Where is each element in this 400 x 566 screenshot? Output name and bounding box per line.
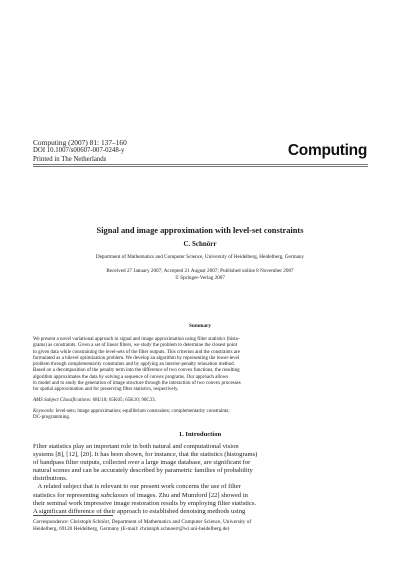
- printed-in: Printed in The Netherlands: [33, 155, 107, 163]
- summary-line: for spatial approximation and for preserving filter statistics, respectively.: [33, 387, 179, 393]
- summary-line: to given data while constraining the level-sets of the filter outputs. This criterion and the constraints are: [33, 349, 240, 355]
- keywords: [33, 409, 368, 422]
- body-text: [33, 443, 368, 516]
- header-rule-bottom: [33, 166, 368, 167]
- paper-title: Signal and image approximation with level-set constraints: [96, 226, 304, 235]
- body-line: their seminal work impressive image restoration results by employing filter statistics.: [33, 499, 257, 507]
- affiliation: Department of Mathematics and Computer Science, University of Heidelberg, Heidelberg, Germany: [95, 254, 305, 260]
- body-line: systems [8], [12], [20]. It has been shown, for instance, that the statistics (histograms): [33, 451, 258, 459]
- journal-citation: Computing (2007) 81: 137–160: [33, 138, 127, 147]
- summary-line: to model and to study the generation of image structure through the interaction of two convex processes: [33, 381, 241, 387]
- keywords-line: DC-programming.: [33, 415, 71, 421]
- body-line: A related subject that is relevant to our present work concerns the use of filter: [33, 483, 241, 491]
- received-dates: Received 27 January 2007; Accepted 21 August 2007; Published online 8 November 2007: [106, 268, 294, 274]
- summary-line: Based on a decomposition of the penalty term into the difference of two convex functions, the resulting: [33, 368, 240, 374]
- body-line: distributions.: [33, 475, 68, 483]
- header-rule-top: [33, 164, 368, 165]
- body-line: A significant difference of their approach to established denoising methods using: [33, 507, 246, 515]
- summary-line: formulated as a bilevel optimization problem. We develop an algorithm by representing the lower-level: [33, 355, 240, 361]
- summary-line: We present a novel variational approach to signal and image approximation using filter statistics (histo-: [33, 337, 240, 342]
- summary-line: problem through complementarity constraints and by applying an interior-penalty relaxation method.: [33, 362, 235, 368]
- ams-classification: [33, 398, 156, 403]
- body-text-span: statistics for representing: [33, 491, 101, 499]
- footnote-rule: [33, 515, 113, 516]
- summary-line: algorithm approximates the data by solving a sequence of convex programs. Our approach allows: [33, 374, 229, 380]
- body-line: of bandpass filter outputs, collected over a large image database, are significant for: [33, 459, 251, 467]
- body-text-span: of images. Zhu and Mumford [22] showed in: [128, 491, 248, 499]
- summary-text: [33, 337, 368, 394]
- ams-value: 68U10; 65K05; 65K10; 90C33.: [91, 398, 156, 403]
- journal-header: [33, 139, 127, 164]
- copyright: © Springer-Verlag 2007: [175, 274, 225, 281]
- body-line: [33, 492, 368, 500]
- dates-block: [0, 268, 400, 281]
- section-heading: 1. Introduction: [178, 431, 222, 438]
- keywords-label: Keywords:: [33, 409, 55, 414]
- summary-heading: Summary: [189, 323, 211, 329]
- footnote: [33, 519, 251, 533]
- summary-line: grams) as constraints. Given a set of linear filters, we study the problem to determine the closest point: [33, 343, 237, 349]
- footnote-line: Heidelberg, 69120 Heidelberg, Germany (E-mail: christoph.schnoerr@wi.uni-heidelberg.de): [33, 525, 230, 532]
- keywords-line: level-sets; image approximation; equilibrium constraints; complementarity constraints;: [54, 409, 230, 414]
- ams-label: AMS Subject Classifications:: [33, 398, 92, 403]
- body-italic-term: subclasses: [100, 491, 129, 499]
- body-line: natural scenes and can be accurately described by parametric families of probability: [33, 467, 253, 475]
- doi: DOI 10.1007/s00607-007-0248-y: [33, 147, 125, 155]
- paper-author: C. Schnörr: [183, 240, 217, 248]
- body-line: Filter statistics play an important role in both natural and computational vision: [33, 443, 239, 450]
- footnote-line: Correspondence: Christoph Schnörr, Department of Mathematics and Computer Science, University of: [33, 519, 252, 525]
- journal-logo: Computing: [287, 142, 367, 159]
